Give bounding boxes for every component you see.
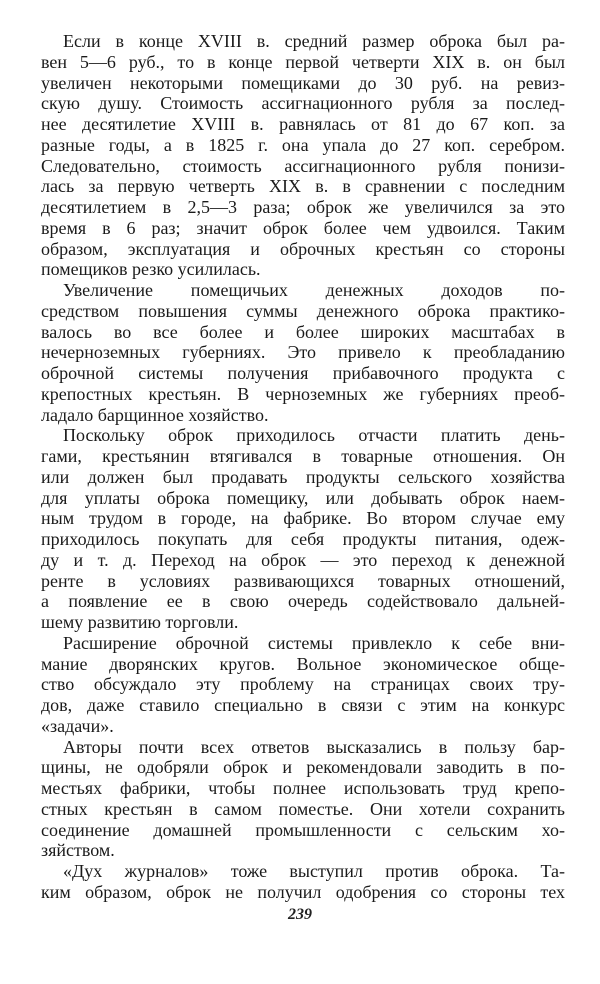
text-line: средством повышения суммы денежного оброка практико- <box>41 300 565 321</box>
page-body <box>41 31 565 903</box>
text-line: разные годы, а в 1825 г. она упала до 27 коп. серебром. <box>41 134 565 155</box>
text-line: вен 5—6 руб., то в конце первой четверти XIX в. он был <box>41 51 565 72</box>
text-line: Увеличение помещичьих денежных доходов по- <box>63 280 565 300</box>
text-line: ду и т. д. Переход на оброк — это переход к денежной <box>41 549 565 570</box>
text-line: дов, даже ставило специально в связи с этим на конкурс <box>41 695 565 715</box>
paragraph <box>41 861 565 903</box>
text-line: оброчной системы получения прибавочного продукта с <box>41 363 565 383</box>
text-line: скую душу. Стоимость ассигнационного рубля за послед- <box>41 93 565 114</box>
text-line: помещиков резко усилилась. <box>41 259 261 280</box>
text-line: местьях фабрики, чтобы полнее использовать труд крепо- <box>41 778 565 798</box>
text-line: или должен был продавать продукты сельского хозяйства <box>41 466 565 487</box>
text-line: ным трудом в городе, на фабрике. Во втором случае ему <box>41 508 565 529</box>
text-line: щины, не одобряли оброк и рекомендовали заводить в по- <box>41 757 565 778</box>
text-line: шему развитию торговли. <box>41 612 239 632</box>
text-line: приходилось покупать для себя продукты питания, одеж- <box>41 529 565 549</box>
text-line: Поскольку оброк приходилось отчасти платить день- <box>63 425 565 446</box>
text-line: десятилетием в 2,5—3 раза; оброк же увеличился за это <box>41 197 565 217</box>
paragraph <box>41 737 565 862</box>
text-line: увеличен некоторыми помещиками до 30 руб. на ревиз- <box>41 72 565 93</box>
text-line: ство обсуждало эту проблему на страницах своих тру- <box>41 674 565 695</box>
text-line: Если в конце XVIII в. средний размер оброка был ра- <box>63 31 565 51</box>
text-line: нее десятилетие XVIII в. равнялась от 81 до 67 коп. за <box>41 114 565 134</box>
text-line: стных крестьян в самом поместье. Они хотели сохранить <box>41 798 565 819</box>
text-line: ким образом, оброк не получил одобрения со стороны тех <box>41 881 565 902</box>
text-line: «задачи». <box>41 715 114 736</box>
paragraph <box>41 425 565 633</box>
text-line: соединение домашней промышленности с сельским хо- <box>41 819 565 840</box>
paragraph <box>41 280 565 425</box>
paragraph <box>41 633 565 737</box>
text-line: крепостных крестьян. В черноземных же губерниях преоб- <box>41 383 565 404</box>
page-number: 239 <box>288 906 312 923</box>
text-line: зяйством. <box>41 840 115 861</box>
text-line: лась за первую четверть XIX в. в сравнении с последним <box>41 176 565 197</box>
text-line: время в 6 раз; значит оброк более чем удвоился. Таким <box>41 217 565 238</box>
text-line: валось во все более и более широких масштабах в <box>41 321 565 342</box>
text-line: «Дух журналов» тоже выступил против оброка. Та- <box>63 861 565 881</box>
text-line: Расширение оброчной системы привлекло к себе вни- <box>63 632 565 653</box>
text-line: ренте в условиях развивающихся товарных отношений, <box>41 570 565 591</box>
text-line: Авторы почти всех ответов высказались в пользу бар- <box>63 736 565 757</box>
text-line: Следовательно, стоимость ассигнационного рубля понизи- <box>41 155 565 176</box>
text-line: нечерноземных губерниях. Это привело к преобладанию <box>41 342 565 363</box>
text-line: мание дворянских кругов. Вольное экономическое обще- <box>41 653 565 674</box>
text-line: а появление ее в свою очередь содействовало дальней- <box>41 591 565 612</box>
text-line: ладало барщинное хозяйство. <box>41 404 269 425</box>
text-line: для уплаты оброка помещику, или добывать оброк наем- <box>41 487 565 508</box>
text-line: образом, эксплуатация и оброчных крестьян со стороны <box>41 238 565 259</box>
paragraph <box>41 31 565 280</box>
text-line: гами, крестьянин втягивался в товарные отношения. Он <box>41 446 565 466</box>
